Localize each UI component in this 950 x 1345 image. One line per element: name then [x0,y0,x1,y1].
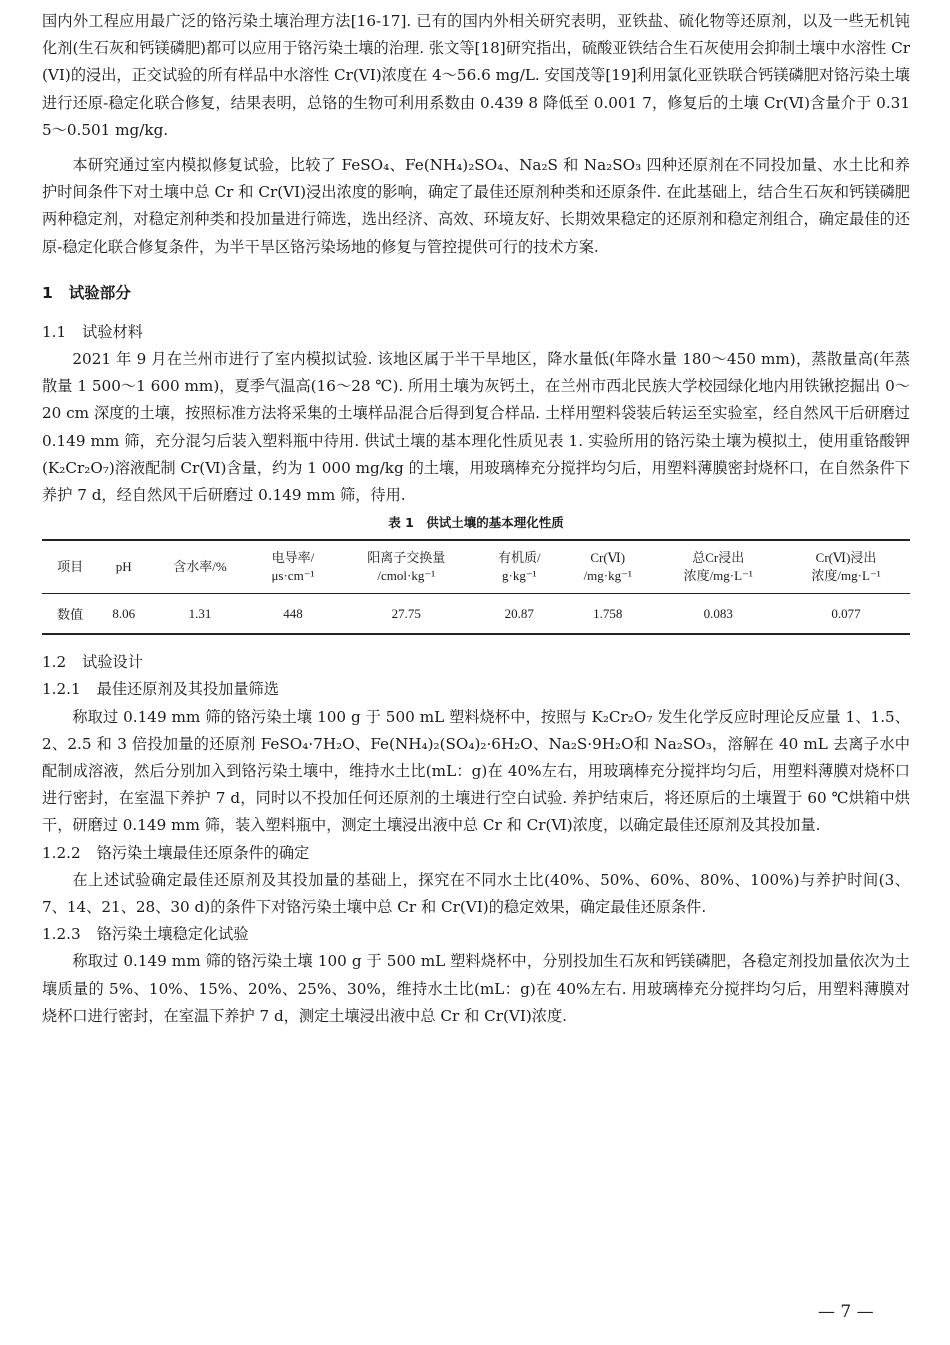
section-number: 1.2.1 [42,680,81,699]
header-unit: 浓度/mg·L⁻¹ [811,568,881,584]
header-line: pH [115,559,132,575]
section-heading-1-2 [42,649,910,676]
header-unit: /mg·kg⁻¹ [583,568,632,584]
table-header-cell [654,540,782,594]
table-header-cell [477,540,561,594]
table-header-cell [561,540,654,594]
section-title: 试验部分 [68,283,131,302]
table-caption: 表 1 供试土壤的基本理化性质 [388,515,564,531]
section-title: 最佳还原剂及其投加量筛选 [96,680,279,699]
header-line: Cr(Ⅵ)浸出 [815,550,877,566]
header-unit: g·kg⁻¹ [501,568,537,584]
header-line: Cr(Ⅵ) [590,550,626,566]
header-line: 项目 [57,559,84,575]
paragraph-study-aim: 本研究通过室内模拟修复试验，比较了 FeSO₄、Fe(NH₄)₂SO₄、Na₂S 和 Na₂SO₃ 四种还原剂在不同投加量、水土比和养护时间条件下对土壤中总 Cr 和 Cr(VI)浸出浓度的影响，确定了最佳还原剂种类和还原条件. 在此基础上，结合生石灰和钙镁磷肥两种稳定剂，对稳定剂种类和投加量进行筛选，选出经济、高效、环境友好、长期效果稳定的还原剂和稳定剂组合，确定最佳的还原-稳定化联合修复条件，为半干旱区铬污染场地的修复与管控提供可行的技术方案. [42,156,910,256]
table-header-cell [251,540,335,594]
header-line: 阳离子交换量 [367,550,446,566]
table-header-cell [149,540,251,594]
section-title: 试验设计 [82,653,143,672]
section-heading-1 [42,281,910,303]
paragraph-materials: 2021 年 9 月在兰州市进行了室内模拟试验. 该地区属于半干旱地区，降水量低(年降水量 180～450 mm)，蒸散量高(年蒸散量 1 500～1 600 mm)，夏季气温高(16～28 ℃). 所用土壤为灰钙土，在兰州市西北民族大学校园绿化地内用铁锹挖掘出 0～20 cm 深度的土壤，按照标准方法将采集的土壤样品混合后得到复合样品. 土样用塑料袋装后转运至实验室，经自然风干后研磨过 0.149 mm 筛，充分混匀后装入塑料瓶中待用. 供试土壤的基本理化性质见表 1. 实验所用的铬污染土壤为模拟土，使用重铬酸钾(K₂Cr₂O₇)溶液配制 Cr(Ⅵ)含量，约为 1 000 mg/kg 的土壤，用玻璃棒充分搅拌均匀后，用塑料薄膜密封烧杯口，在自然条件下养护 7 d，经自然风干后研磨过 0.149 mm 筛，待用. [42,350,910,505]
table-cell: 27.75 [391,605,421,621]
table-header-cell [42,540,98,594]
header-unit: 浓度/mg·L⁻¹ [683,568,753,584]
section-heading-1-2-3 [42,921,910,948]
table-cell: 8.06 [112,605,136,621]
section-heading-1-2-1 [42,676,910,703]
table-cell: 0.083 [703,605,733,621]
header-line: 总Cr浸出 [692,550,745,566]
page-number: — 7 — [818,1302,874,1322]
paragraph-reduction-conditions: 在上述试验确定最佳还原剂及其投加量的基础上，探究在不同水土比(40%、50%、60%、80%、100%)与养护时间(3、7、14、21、28、30 d)的条件下对铬污染土壤中总 Cr 和 Cr(VI)的稳定效果，确定最佳还原条件. [42,870,910,917]
header-line: 含水率/% [173,559,227,575]
paragraph-stabilization: 称取过 0.149 mm 筛的铬污染土壤 100 g 于 500 mL 塑料烧杯中，分别投加生石灰和钙镁磷肥，各稳定剂投加量依次为土壤质量的 5%、10%、15%、20%、25%、30%，维持水土比(mL：g)在 40%左右. 用玻璃棒充分搅拌均匀后，用塑料薄膜对烧杯口进行密封，在室温下养护 7 d，测定土壤浸出液中总 Cr 和 Cr(VI)浓度. [42,952,910,1025]
table-header-cell [98,540,149,594]
table-cell: 数值 [57,607,84,623]
section-number: 1.2.2 [42,843,81,862]
header-unit: /cmol·kg⁻¹ [377,568,436,584]
section-heading-1-1 [42,319,910,346]
header-line: 电导率/ [271,550,315,566]
table-cell: 1.758 [593,605,623,621]
header-unit: μs·cm⁻¹ [271,568,315,584]
section-number: 1 [42,283,53,302]
section-number: 1.2 [42,653,67,672]
section-title: 铬污染土壤稳定化试验 [96,925,249,944]
header-line: 有机质/ [497,550,541,566]
table-header-cell [335,540,477,594]
section-number: 1.2.3 [42,925,81,944]
table-row [42,594,910,635]
section-number: 1.1 [42,322,67,341]
soil-properties-table [42,539,910,635]
table-header-cell [782,540,910,594]
section-heading-1-2-2 [42,840,910,867]
table-cell: 0.077 [831,605,861,621]
paragraph-reductant-screening: 称取过 0.149 mm 筛的铬污染土壤 100 g 于 500 mL 塑料烧杯中，按照与 K₂Cr₂O₇ 发生化学反应时理论反应量 1、1.5、2、2.5 和 3 倍投加量的还原剂 FeSO₄·7H₂O、Fe(NH₄)₂(SO₄)₂·6H₂O、Na₂S·9H₂O和 Na₂SO₃，溶解在 40 mL 去离子水中配制成溶液，然后分别加入到铬污染土壤中，维持水土比(mL：g)在 40%左右，用玻璃棒充分搅拌均匀后，用塑料薄膜对烧杯口进行密封，在室温下养护 7 d，同时以不投加任何还原剂的土壤进行空白试验. 养护结束后，将还原后的土壤置于 60 ℃烘箱中烘干，研磨过 0.149 mm 筛，装入塑料瓶中，测定土壤浸出液中总 Cr 和 Cr(Ⅵ)浓度，以确定最佳还原剂及其投加量. [42,707,910,835]
paragraph-intro-continued: 国内外工程应用最广泛的铬污染土壤治理方法[16-17]. 已有的国内外相关研究表明，亚铁盐、硫化物等还原剂，以及一些无机钝化剂(生石灰和钙镁磷肥)都可以应用于铬污染土壤的治理. 张文等[18]研究指出，硫酸亚铁结合生石灰使用会抑制土壤中水溶性 Cr(VI)的浸出，正交试验的所有样品中水溶性 Cr(VI)浓度在 4～56.6 mg/L. 安国茂等[19]利用氯化亚铁联合钙镁磷肥对铬污染土壤进行还原-稳定化联合修复，结果表明，总铬的生物可利用系数由 0.439 8 降低至 0.001 7，修复后的土壤 Cr(Ⅵ)含量介于 0.315～0.501 mg/kg. [42,12,910,139]
section-title: 试验材料 [82,322,143,341]
paper-page [42,8,910,1030]
table-cell: 1.31 [188,605,212,621]
section-title: 铬污染土壤最佳还原条件的确定 [96,843,310,862]
table-cell: 448 [283,605,303,621]
table-header-row [42,540,910,594]
table-cell: 20.87 [504,605,534,621]
